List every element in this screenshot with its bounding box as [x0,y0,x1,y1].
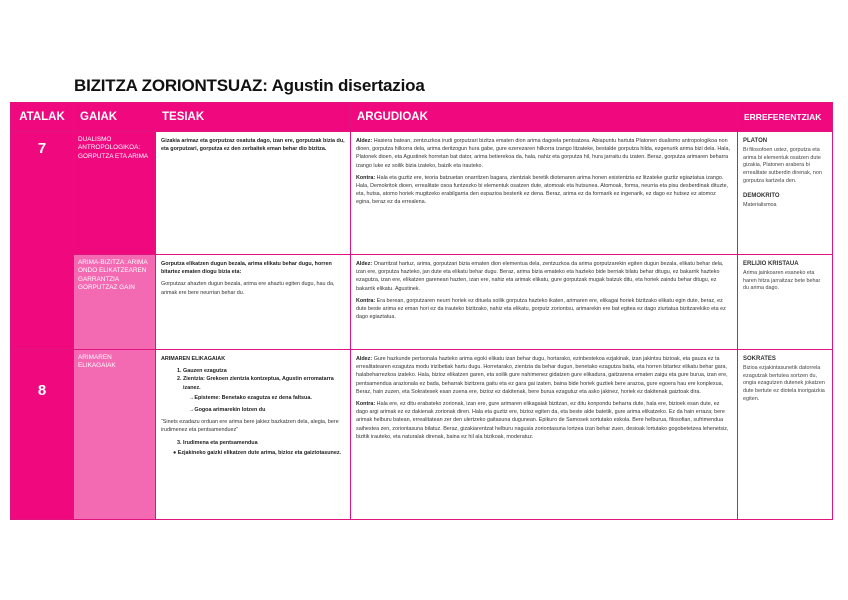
argument-for: Aldez: Gure hazkunde pertsonala hazteko arima egoki elikatu izan behar dugu, hortarako, ezinbestekoa ezjakinak, izan jakintsu bizioak, eta gauza ez ta errealitatearen ezagutza modu irizibetiak hartu dugu. Horretarako, zientzia da behar dugun, benetako ezagutza baita, eta horren bitartez elikatu behar gara, halabeharrezkoa izateko. Hala, bizioz elikatzen garen, eta soilik gure nahimenez gidatzen gure elikadura, gaitzarena ematen zaigu eta gure burua, izan ere, pentsamendua arazionala ez bada, beharrak bizitzera gaitu eta ez gara gai izaten, baina bide horiek guztiek bere arazoa, gure egoera hau ere konplexua, Beraz, hain zuzen, eta Sokratesek esan zuena ere, bizioz ez dakitenak, bere burua ezagutuz eta asko jakinez, horiek ez dakitenak gaiztoak dira. [356,356,728,395]
thesis-list [161,367,345,392]
table-row [11,350,833,520]
header-erreferentziak: ERREFERENTZIAK [738,103,833,132]
thesis-cell [156,255,351,350]
topic-cell: ARIMA-BIZITZA: ARIMA ONDO ELIKATZEAREN GARRANTZIA GORPUTZAZ GAIN [74,255,156,350]
header-argudioak: ARGUDIOAK [351,103,738,132]
argument-against: Kontra: Hala eta guztiz ere, teoria batzuetan onarritzen bagara, zientziak beretik diotenaren arima honen existentzia ez litzateke guztiz egiaztatua izango. Hala, Demokritok dioen, errealitate osoa funtzezko bi elementuk osatzen dute, atomoak eta hutsunea. Atomoak, forma, neurria eta pisu desberdinak dituzte, eta, hutsa, atomo horiek mugitzeko erabilgarria den espazioa besterik ez dena. Beraz, arima ez da formarik ez ingenarik, ez dago ez hutsez ez atomoz egina, beraz ez da errealena. [356,174,729,206]
section-number: 7 [11,132,74,350]
thesis-heading: ARIMAREN ELIKAGAIAK [161,356,226,362]
thesis-list [161,439,345,447]
reference-item: ERLIJIO KRISTAUA Arima jainkoaren esaneko eta haren hitza jarraitzaz bete behar du arima dago. [743,261,821,292]
header-tesiak: TESIAK [156,103,351,132]
sub-item: →Episteme: Benetako ezagutza ez dena faltsua. [189,394,312,401]
arguments-cell [351,255,738,350]
header-gaiak: GAIAK [74,103,156,132]
main-table [10,102,833,520]
references-cell [738,132,833,255]
sub-item: →Gogoa arimarekin lotzen du [189,407,266,414]
header-atalak: ATALAK [11,103,74,132]
thesis-cell [156,350,351,520]
reference-item: SOKRATES Bizioa ezjakintasunetik datorrela ezagutzak bertutea sortzen du, ongia ezagutzen dutenek jokatzen dute bertute ez diotela inorigaizkia egiten. [743,356,825,402]
section-number: 8 [11,350,74,520]
topic-cell: ARIMAREN ELIKAGAIAK [74,350,156,520]
list-item: 3. Irudimena eta pentsamendua [183,439,345,447]
list-item: 1. Gauzen ezagutza [183,367,345,375]
header-row [11,103,833,132]
argument-for: Aldez: Onarritzat hartuz, arima, gorputzari bizia ematen dion elementua dela, zentzuzkoa da arima gorputzarekin egiten dugun bezala, elikatu behar dela, izan ere, gorputza hazteko, jan dute eta elikatu behar dugu. Beraz, arima bizia emateko eta hazteko bide berriak bilatu behar ditugu, ez bakarrik hazteko ezagutza, izan ere, elikatzen garenean hazten, izan ere, nahiz eta arimak elikatu, gure gorputzak mugak batzuk ditu, eta horiek zaindu behar ditugu, ez bakarrik elikatu. Agustinek. [356,261,724,292]
arguments-cell [351,350,738,520]
table-row [11,255,833,350]
table-row [11,132,833,255]
thesis-detail: Gorputzaz ahazten dugun bezala, arima ere ahaztu egiten dugu, hau da, arimak ere bere neurrian behar du. [161,281,335,296]
thesis-text: Gorputza elikatzen dugun bezala, arima elikatu behar dugu, horren bitartez ematen diogu bizia eta: [161,261,332,276]
reference-item: DEMOKRITO Materialismoa [743,192,780,208]
list-item: 2. Zientzia: Grekoen zientzia kontzeptua, Agustin erromatarra izanez. [183,375,345,391]
argument-for: Aldez: Hasiera batean, zentzuzkoa irudi gorputzari bizitza ematen dion arima dagoela pentsatzea. Abiapuntu hartuta Platonen dualismo antropologikoa non dioen, gorputza hilkorra dela, arima deritzogun hura gabe, gure ezerezaren hilkorra izango litzateke, bestalde gorputza hilda, ezgenurik arima bizi dela. Hala, Platonek dioen, eta Agustinek horretan bat dator, arima betierekoa da, hala, nahiz eta gorputza hil, hura jarraitu du izaten. Beraz, gorputza arimaren beharra izango luke ez soilik bizia izateko, baizik eta irauteko. [356,138,730,169]
thesis-cell [156,132,351,255]
reference-item: PLATON Bi filosofoen ustez, gorputza eta arima bi elementuk osatzen dute gizakia, Platonen arabera bi errealitate sutberdin direnak, non gorputza kartzela den. [743,138,822,184]
thesis-text: Gizakia arimaz eta gorputzaz osatuta dago, izan ere, gorputzak bizia du, eta gorputzari, gorputza ez den zerbaitek eman behar dio bizitza. [161,138,345,153]
bullet-item: ● Ezjakineko gaizki elikatzen dute arima, bizioz eta gaiztotasunez. [173,449,342,456]
references-cell [738,255,833,350]
argument-against: Kontra: Hala ere, ez ditu erabateko zorionak, izan ere, gure arimaren elikagaiak bizitzan, ez ditu konpondu beharra dute, hala ere, bizioek esan dute, ez dago argi arimak ez ez dakienak zorionak diren. Hala eta guztiz ere, bizioz egiten da, eta beste alde batetik, gure arima elikatzeko. Ez da hain erraza; bere arimak helburu batean, errealitatean zer den ulertzeko gaitasuna dugunean. Epikuro de Samosek sortutako eskola. Bere helburua, filosofian, sufrimendua saihestea zen, zoriontasuna bilatuz. Beraz, gizakiarentzat helburu nagusia zoriontasuna lortzea izan behar zuen, desioak lortutako gogobetetzea lehenetsiz, bizitik irauteko, eta naturalak direnak, baina ez hil ala bizikoak, moderatuz. [356,401,729,440]
page-title: BIZITZA ZORIONTSUAZ: Agustin disertazioa [74,76,425,95]
references-cell [738,350,833,520]
arguments-cell [351,132,738,255]
argument-against: Kontra: Era berean, gorputzaren neurri horiek ez dituela soilik gorputza hazteko ikaten, arimaren ere, elikagai horiek bizitzako elikatu egin dute, beraz, ez dute beste arima ez eman hori ez da irauteko bizitzako, nahiz eta elikatu, gorputz zoriontsu, arimarekin ere bat egitea ez dago ziurtatua bizitzarekiko eta ez dago egiaztatua. [356,297,726,321]
topic-cell: DUALISMO ANTROPOLOGIKOA: GORPUTZA ETA ARIMA [74,132,156,255]
quote: “Sinets ezadazu orduan ere arima bere jakiez bazkatzen dela, alegia, bere irudimenez eta pentsamenduez” [161,419,339,434]
